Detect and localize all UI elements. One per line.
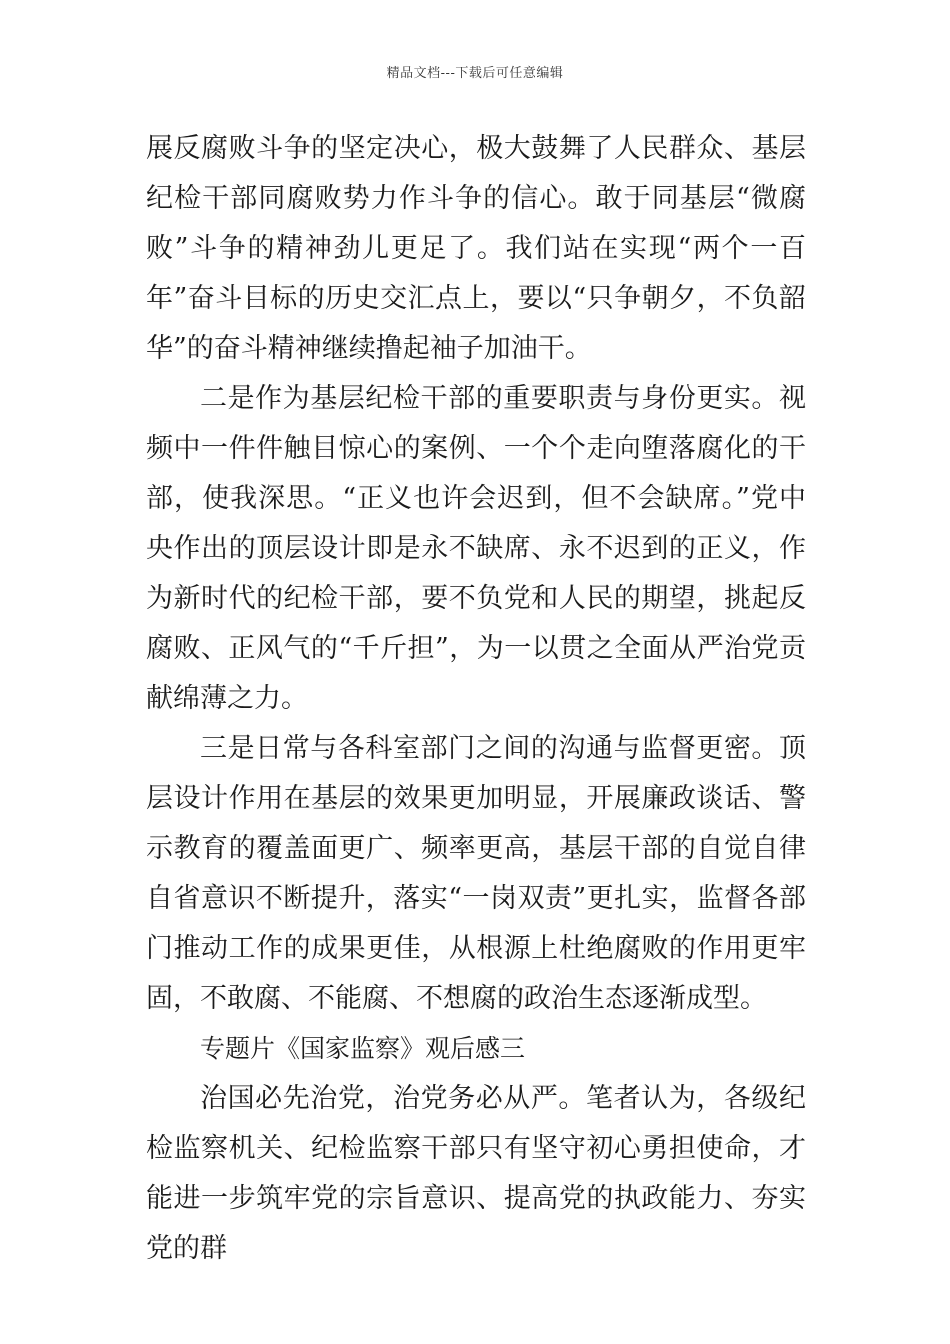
paragraph-point-three: 三是日常与各科室部门之间的沟通与监督更密。顶层设计作用在基层的效果更加明显，开展廉政谈话、警示教育的覆盖面更广、频率更高，基层干部的自觉自律自省意识不断提升，落实“一岗双责”更扎实，监督各部门推动工作的成果更佳，从根源上杜绝腐败的作用更牢固，不敢腐、不能腐、不想腐的政治生态逐渐成型。 [146,733,806,1014]
document-body [146,124,806,1274]
section-title: 专题片《国家监察》观后感三 [200,1034,526,1063]
paragraph-intro: 治国必先治党，治党务必从严。笔者认为，各级纪检监察机关、纪检监察干部只有坚守初心勇担使命，才能进一步筑牢党的宗旨意识、提高党的执政能力、夯实党的群 [146,1083,806,1264]
page-header: 精品文档---下载后可任意编辑 [386,66,564,81]
paragraph-point-two: 二是作为基层纪检干部的重要职责与身份更实。视频中一件件触目惊心的案例、一个个走向堕落腐化的干部，使我深思。“正义也许会迟到，但不会缺席。”党中央作出的顶层设计即是永不缺席、永不迟到的正义，作为新时代的纪检干部，要不负党和人民的期望，挑起反腐败、正风气的“千斤担”，为一以贯之全面从严治党贡献绵薄之力。 [146,383,806,714]
paragraph-continuation: 展反腐败斗争的坚定决心，极大鼓舞了人民群众、基层纪检干部同腐败势力作斗争的信心。敢于同基层“微腐败”斗争的精神劲儿更足了。我们站在实现“两个一百年”奋斗目标的历史交汇点上，要以“只争朝夕，不负韶华”的奋斗精神继续撸起袖子加油干。 [146,133,806,364]
